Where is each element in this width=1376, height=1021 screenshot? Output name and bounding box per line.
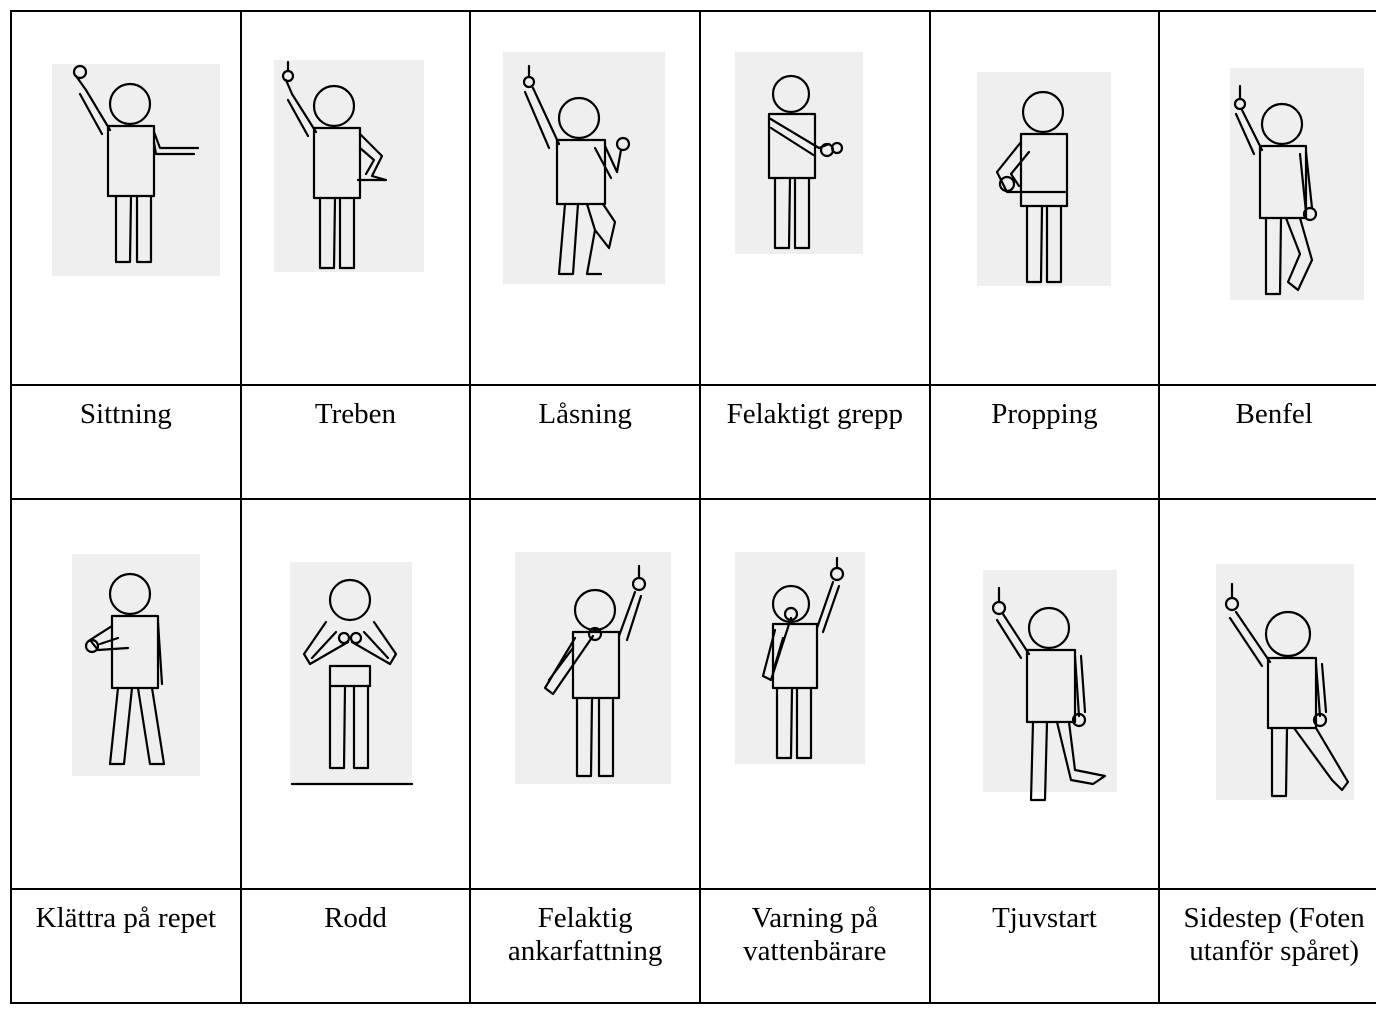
figure-cell-sittning	[11, 11, 241, 385]
label-row-2	[11, 889, 1376, 1003]
figure-cell-felaktigt-grepp	[700, 11, 930, 385]
signal-label-treben: Treben	[314, 398, 397, 430]
figure-cell-rodd	[241, 499, 471, 889]
signal-label-lasning: Låsning	[538, 398, 632, 430]
signal-label-tjuvstart: Tjuvstart	[992, 902, 1097, 934]
figure-cell-sidestep	[1159, 499, 1376, 889]
figure-cell-benfel	[1159, 11, 1376, 385]
water-carrier-warning-signal-icon	[735, 552, 865, 764]
figure-cell-ankarfattning	[470, 499, 700, 889]
sidestep-signal-icon	[1216, 564, 1354, 800]
figure-row-2	[11, 499, 1376, 889]
signal-label-ankarfattning: Felaktig ankarfattning	[507, 902, 663, 967]
figure-cell-klattra	[11, 499, 241, 889]
leg-fault-signal-icon	[1230, 68, 1364, 300]
signal-table	[10, 10, 1376, 1004]
propping-signal-icon	[977, 72, 1111, 286]
false-start-signal-icon	[983, 570, 1117, 792]
figure-row-1	[11, 11, 1376, 385]
incorrect-anchor-grip-signal-icon	[515, 552, 671, 784]
signal-label-klattra: Klättra på repet	[35, 902, 216, 934]
three-legs-signal-icon	[274, 60, 424, 272]
incorrect-grip-signal-icon	[735, 52, 863, 254]
signal-label-sittning: Sittning	[79, 398, 172, 430]
figure-cell-varning	[700, 499, 930, 889]
signal-label-felaktigt-grepp: Felaktigt grepp	[726, 398, 903, 430]
signal-label-sidestep: Sidestep (Foten utanför spåret)	[1183, 902, 1365, 967]
figure-cell-treben	[241, 11, 471, 385]
label-row-1	[11, 385, 1376, 499]
signal-label-rodd: Rodd	[324, 902, 387, 934]
signal-label-propping: Propping	[991, 398, 1098, 430]
climbing-rope-signal-icon	[72, 554, 200, 776]
figure-cell-propping	[930, 11, 1160, 385]
sitting-signal-icon	[52, 64, 220, 276]
signal-label-varning: Varning på vattenbärare	[743, 902, 887, 967]
signal-label-benfel: Benfel	[1235, 398, 1313, 430]
rowing-signal-icon	[290, 562, 412, 784]
locking-signal-icon	[503, 52, 665, 284]
figure-cell-tjuvstart	[930, 499, 1160, 889]
figure-cell-lasning	[470, 11, 700, 385]
